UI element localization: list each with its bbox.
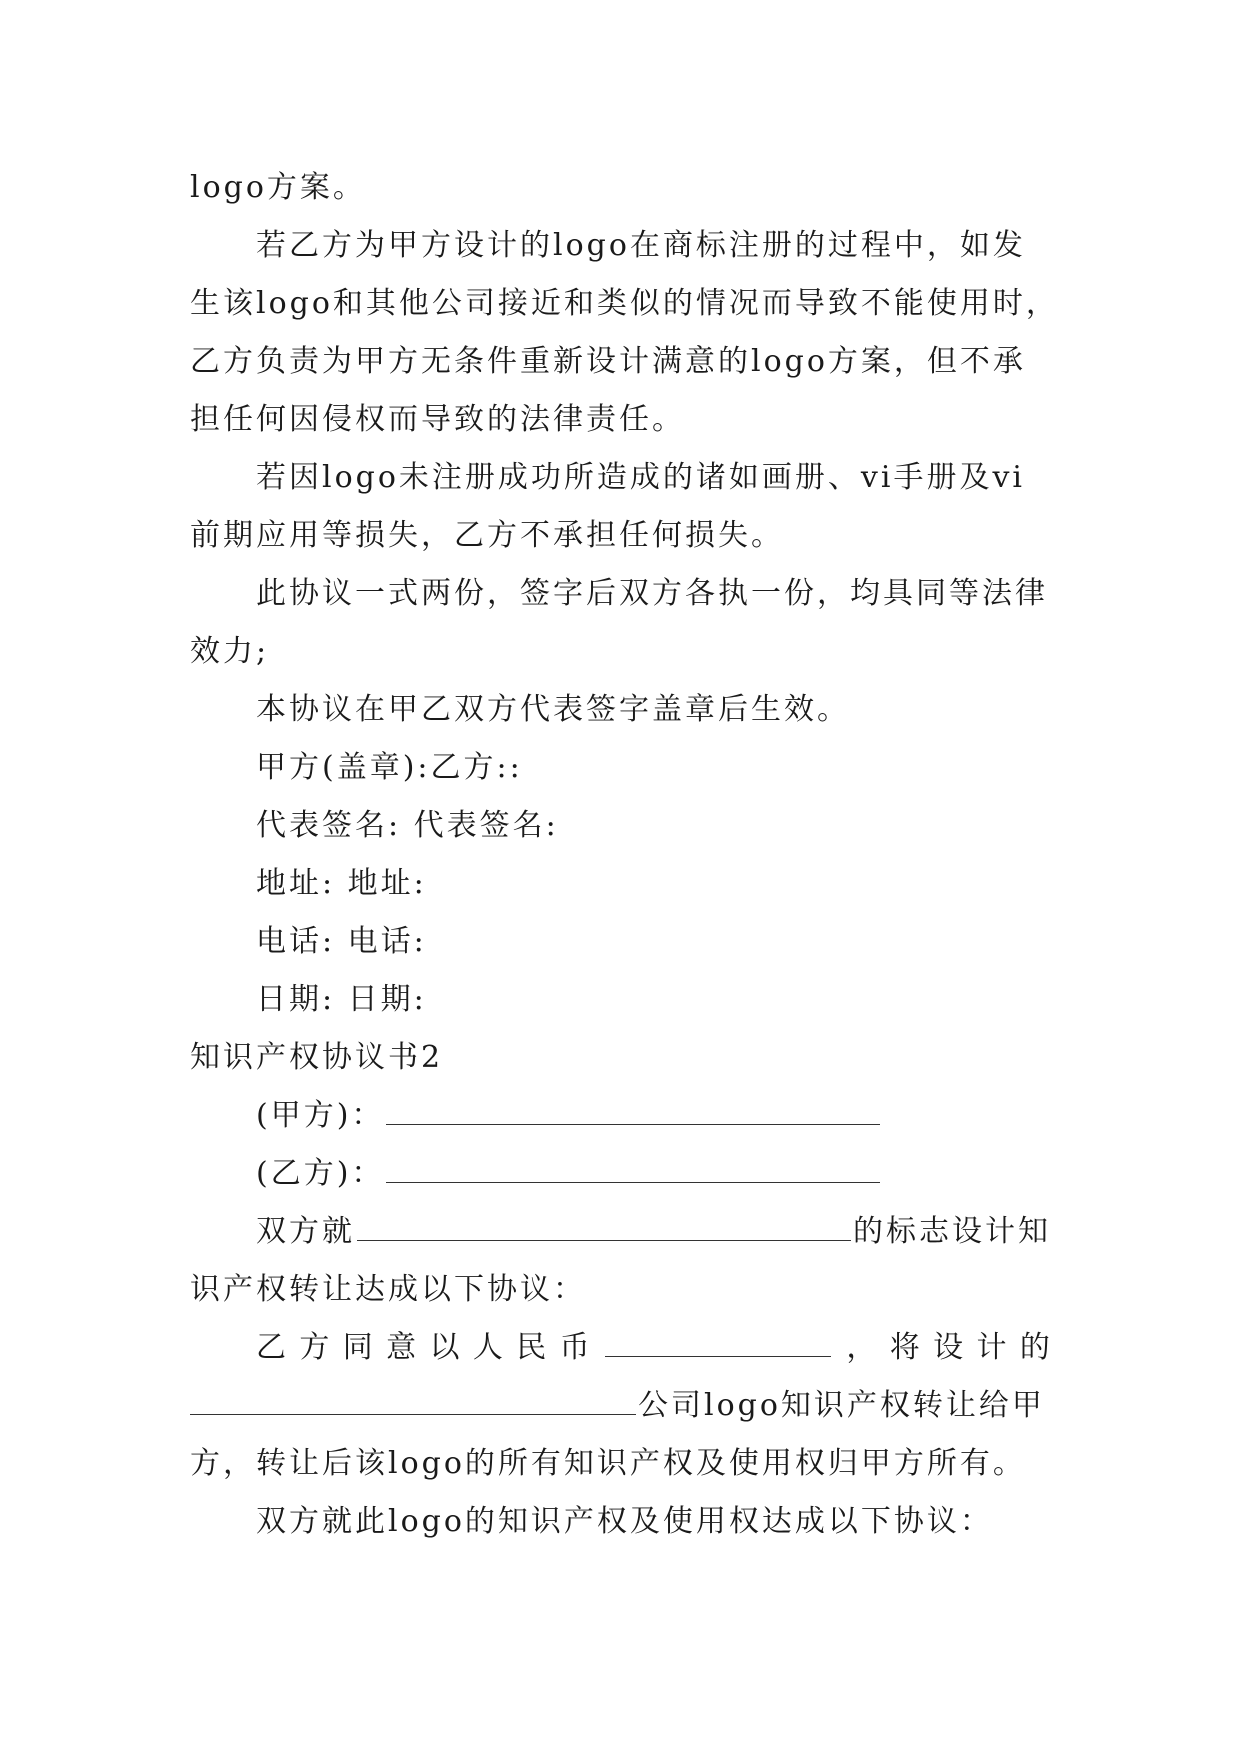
paragraph-line: 前期应用等损失，乙方不承担任何损失。 xyxy=(190,518,784,553)
signature-party-line: 甲方(盖章):乙方:: xyxy=(256,750,523,785)
party-b-blank xyxy=(386,1156,880,1183)
price-word: 的 xyxy=(1019,1330,1050,1365)
price-word: 以 xyxy=(429,1330,460,1365)
price-blank xyxy=(605,1330,831,1357)
price-word: ， xyxy=(846,1330,877,1365)
party-a-line xyxy=(256,1096,882,1136)
paragraph-line: 生该logo和其他公司接近和类似的情况而导致不能使用时， xyxy=(190,286,1059,321)
signature-phone-line: 电话: 电话: xyxy=(256,924,427,959)
price-word: 人 xyxy=(472,1330,503,1365)
signature-address-line: 地址: 地址: xyxy=(256,866,427,901)
paragraph-line: 此协议一式两份，签字后双方各执一份，均具同等法律 xyxy=(256,576,1048,611)
company-line xyxy=(190,1386,1045,1426)
company-suffix: 公司logo知识产权转让给甲 xyxy=(638,1388,1045,1423)
paragraph-line: 若因logo未注册成功所造成的诸如画册、vi手册及vi xyxy=(256,460,1026,495)
price-word: 计 xyxy=(976,1330,1007,1365)
paragraph-line: 若乙方为甲方设计的logo在商标注册的过程中，如发 xyxy=(256,228,1026,263)
company-blank xyxy=(190,1388,636,1415)
party-a-label: (甲方)： xyxy=(256,1098,385,1133)
party-b-line xyxy=(256,1154,882,1194)
price-line xyxy=(256,1328,1050,1368)
price-word: 同 xyxy=(342,1330,373,1365)
paragraph-line: 乙方负责为甲方无条件重新设计满意的logo方案，但不承 xyxy=(190,344,1026,379)
signature-representative-line: 代表签名: 代表签名: xyxy=(256,808,559,843)
subject-suffix: 的标志设计知 xyxy=(853,1214,1051,1249)
usage-line: 双方就此logo的知识产权及使用权达成以下协议： xyxy=(256,1504,993,1539)
price-word: 方 xyxy=(299,1330,330,1365)
paragraph-line: logo方案。 xyxy=(190,170,366,205)
price-word: 将 xyxy=(889,1330,920,1365)
paragraph-line: 本协议在甲乙双方代表签字盖章后生效。 xyxy=(256,692,850,727)
section-title: 知识产权协议书2 xyxy=(190,1040,444,1075)
subject-continuation: 识产权转让达成以下协议： xyxy=(190,1272,586,1307)
price-word: 乙 xyxy=(256,1330,286,1365)
paragraph-line: 效力; xyxy=(190,634,270,669)
subject-line xyxy=(256,1212,1051,1252)
party-b-label: (乙方)： xyxy=(256,1156,385,1191)
party-a-blank xyxy=(386,1098,880,1125)
price-word: 意 xyxy=(386,1330,417,1365)
price-word: 设 xyxy=(933,1330,964,1365)
price-word: 民 xyxy=(516,1330,547,1365)
subject-prefix: 双方就 xyxy=(256,1214,355,1249)
paragraph-line: 担任何因侵权而导致的法律责任。 xyxy=(190,402,685,437)
transfer-continuation: 方，转让后该logo的所有知识产权及使用权归甲方所有。 xyxy=(190,1446,1026,1481)
price-word: 币 xyxy=(559,1330,590,1365)
signature-date-line: 日期: 日期: xyxy=(256,982,427,1017)
subject-blank xyxy=(357,1214,851,1241)
